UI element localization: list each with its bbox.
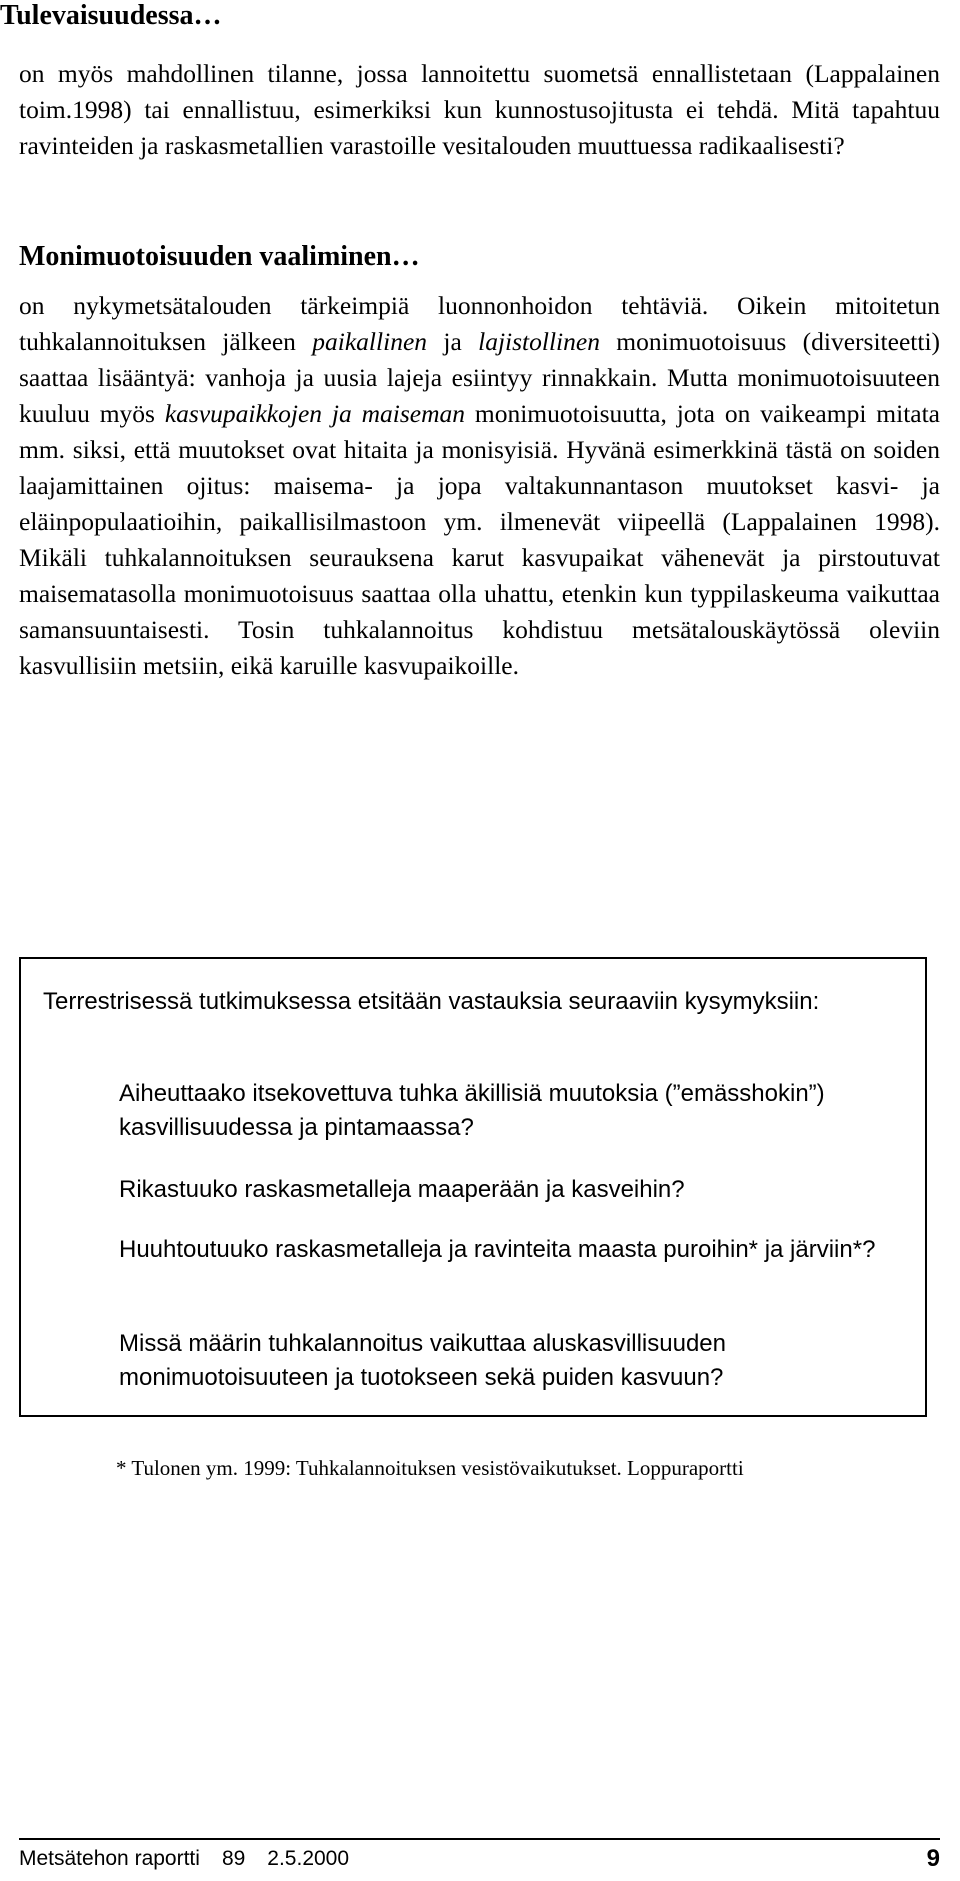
publication-date: 2.5.2000 — [267, 1847, 350, 1870]
text-run: on nykymetsätalouden tärkeimpiä luonnonhoidon tehtäviä. Oikein mitoitetun tuhkalannoituksen jälkeen — [19, 291, 940, 356]
question-item: Missä määrin tuhkalannoitus vaikuttaa aluskasvillisuuden monimuotoisuuteen ja tuotokseen sekä puiden kasvuun? — [119, 1330, 726, 1391]
question-item: Huuhtoutuuko raskasmetalleja ja ravinteita maasta puroihin* ja järviin*? — [119, 1236, 876, 1263]
footer-divider — [19, 1838, 940, 1840]
text-run: ja — [443, 327, 462, 356]
paragraph-future-text: on myös mahdollinen tilanne, jossa lannoitettu suometsä ennallistetaan (Lappalainen toim.1998) tai ennallistuu, esimerkiksi kun kunnostusojitusta ei tehdä. Mitä tapahtuu ravinteiden ja raskasmetallien varastoille vesitalouden muuttuessa radikaalisesti? — [19, 59, 940, 160]
emphasis-species: lajistollinen — [478, 327, 600, 356]
text-run: monimuotoisuutta, jota on vaikeampi mitata mm. siksi, että muutokset ovat hitaita ja monisyisiä. Hyvänä esimerkkinä tästä on soiden laajamittainen ojitus: maisema- ja jopa valtakunnantason muutokset kasvi- ja eläinpopulaatioihin, paikallisilmastoon ym. ilmenevät viipeellä (Lappalainen 1998). Mikäli tuhkalannoituksen seurauksena karut kasvupaikat vähenevät ja pirstoutuvat maisematasolla monimuotoisuus saattaa olla uhattu, etenkin kun typpilaskeuma vaikuttaa samansuuntaisesti. Tosin tuhkalannoitus kohdistuu metsätalouskäytössä oleviin kasvullisiin metsiin, eikä karuille kasvupaikoille. — [19, 399, 941, 680]
text-run: monimuotoisuus (diversiteetti) saattaa lisääntyä: vanhoja ja uusia lajeja esiintyy rinnakkain. Mutta monimuotoisuuteen kuuluu myös — [19, 327, 941, 428]
publication-name: Metsätehon raportti — [19, 1847, 200, 1870]
box-intro: Terrestrisessä tutkimuksessa etsitään vastauksia seuraaviin kysymyksiin: — [43, 988, 820, 1015]
paragraph-diversity-text — [19, 288, 940, 684]
question-item: Aiheuttaako itsekovettuva tuhka äkillisiä muutoksia (”emässhokin”) kasvillisuudessa ja pintamaassa? — [119, 1080, 825, 1141]
question-item: Rikastuuko raskasmetalleja maaperään ja kasveihin? — [119, 1176, 685, 1203]
footnote: * Tulonen ym. 1999: Tuhkalannoituksen vesistövaikutukset. Loppuraportti — [116, 1456, 744, 1480]
paragraph-future — [19, 56, 940, 164]
research-questions-box — [19, 957, 927, 1417]
page-number: 9 — [926, 1845, 940, 1872]
report-number: 89 — [221, 1847, 246, 1870]
page-footer — [19, 1845, 940, 1875]
section-heading-diversity: Monimuotoisuuden vaaliminen… — [19, 241, 420, 272]
emphasis-local: paikallinen — [312, 327, 428, 356]
section-heading-future: Tulevaisuudessa… — [0, 0, 222, 31]
footer-info — [19, 1845, 940, 1873]
paragraph-diversity — [19, 288, 940, 684]
emphasis-landscape: kasvupaikkojen ja maiseman — [164, 399, 466, 428]
